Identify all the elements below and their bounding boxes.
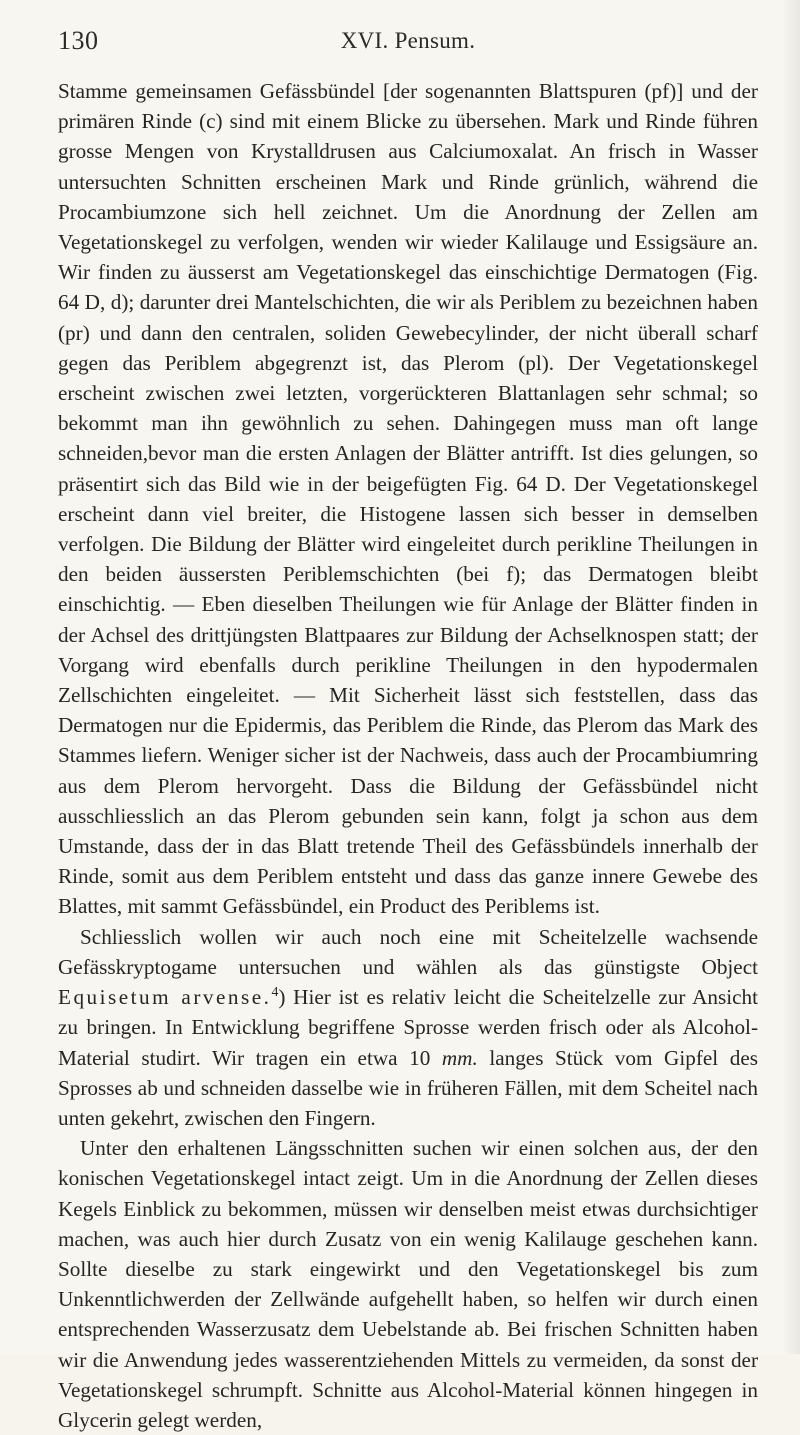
page-header <box>58 24 758 58</box>
paragraph-1: Stamme gemeinsamen Gefässbündel [der sogenannten Blattspuren (pf)] und der primären Rinde (c) sind mit einem Blicke zu übersehen. Mark und Rinde führen grosse Mengen von Krystalldrusen aus Calciumoxalat. An frisch in Wasser untersuchten Schnitten erscheinen Mark und Rinde grünlich, während die Procambiumzone sich hell zeichnet. Um die Anordnung der Zellen am Vegetationskegel zu verfolgen, wenden wir wieder Kalilauge und Essigsäure an. Wir finden zu äusserst am Vegetationskegel das einschichtige Dermatogen (Fig. 64 D, d); darunter drei Mantelschichten, die wir als Periblem zu bezeichnen haben (pr) und dann den centralen, soliden Gewebecylinder, der nicht überall scharf gegen das Periblem abgegrenzt ist, das Plerom (pl). Der Vegetationskegel erscheint zwischen zwei letzten, vorgerückteren Blattanlagen sehr schmal; so bekommt man ihn gewöhnlich zu sehen. Dahingegen muss man oft lange schneiden,bevor man die ersten Anlagen der Blätter antrifft. Ist dies gelungen, so präsentirt sich das Bild wie in der beigefügten Fig. 64 D. Der Vegetationskegel erscheint dann viel breiter, die Histogene lassen sich besser in demselben verfolgen. Die Bildung der Blätter wird eingeleitet durch perikline Theilungen in den beiden äussersten Periblemschichten (bei f); das Dermatogen bleibt einschichtig. — Eben dieselben Theilungen wie für Anlage der Blätter finden in der Achsel des drittjüngsten Blattpaares zur Bildung der Achselknospen statt; der Vorgang wird ebenfalls durch perikline Theilungen in den hypodermalen Zellschichten eingeleitet. — Mit Sicherheit lässt sich feststellen, dass das Dermatogen nur die Epidermis, das Periblem die Rinde, das Plerom das Mark des Stammes liefern. Weniger sicher ist der Nachweis, dass auch der Procambiumring aus dem Plerom hervorgeht. Dass die Bildung der Gefässbündel nicht ausschliesslich an das Plerom gebunden sein kann, folgt ja schon aus dem Umstande, dass der in das Blatt tretende Theil des Gefässbündels innerhalb der Rinde, somit aus dem Periblem entsteht und dass das ganze innere Gewebe des Blattes, mit sammt Gefässbündel, ein Product des Periblems ist. <box>58 79 758 919</box>
unit-mm: mm. <box>441 1045 478 1070</box>
paragraph-2-text-c: langes Stück vom Gipfel des Sprosses ab und schneiden dasselbe wie in früheren Fällen, mit dem Scheitel nach unten gekehrt, zwischen den Fingern. <box>58 1045 758 1130</box>
paragraph-3: Unter den erhaltenen Längsschnitten suchen wir einen solchen aus, der den konischen Vegetationskegel intact zeigt. Um in die Anordnung der Zellen dieses Kegels Einblick zu bekommen, müssen wir denselben meist etwas durchsichtiger machen, was auch hier durch Zusatz von ein wenig Kalilauge geschehen kann. Sollte dieselbe zu stark eingewirkt und den Vegetationskegel bis zum Unkenntlichwerden der Zellwände aufgehellt haben, so helfen wir durch einen entsprechenden Wasserzusatz dem Uebelstande ab. Bei frischen Schnitten haben wir die Anwendung jedes wasserentziehenden Mittels zu vermeiden, da sonst der Vegetationskegel schrumpft. Schnitte aus Alcohol-Material können hingegen in Glycerin gelegt werden, <box>58 1136 758 1432</box>
footnote-mark: 4 <box>271 984 279 1000</box>
page-number: 130 <box>58 26 99 55</box>
paragraph-2-text-b: ) Hier ist es relativ leicht die Scheitelzelle zur Ansicht zu bringen. In Entwicklung begriffene Sprosse werden frisch oder als Alcohol-Material studirt. Wir tragen ein etwa 10 <box>58 985 759 1070</box>
species-name: Equisetum arvense. <box>58 985 272 1010</box>
running-head: XVI. Pensum. <box>340 28 476 53</box>
page-edge-shadow <box>782 0 800 1354</box>
paragraph-2-text-a: Schliesslich wollen wir auch noch eine mit Scheitelzelle wachsende Gefässkryptogame untersuchen und wählen als das günstigste Object <box>58 924 758 979</box>
paragraph-2 <box>58 922 758 1133</box>
body-text <box>58 76 758 1435</box>
